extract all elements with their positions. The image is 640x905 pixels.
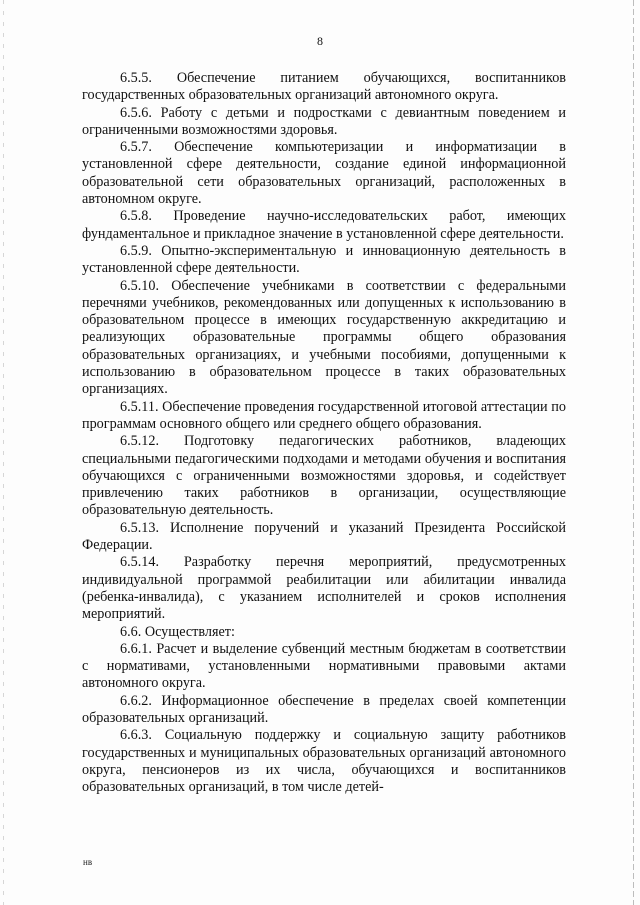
- page-number: 8: [317, 34, 323, 48]
- paragraph-6-5-6: 6.5.6. Работу с детьми и подростками с девиантным поведением и ограниченными возможностями здоровья.: [82, 104, 566, 138]
- paragraph-6-5-12: 6.5.12. Подготовку педагогических работников, владеющих специальными педагогическими подходами и методами обучения и воспитания обучающихся с ограниченными возможностями здоровья, и содействует привлечению таких работников в организации, осуществляющие образовательную деятельность.: [82, 433, 566, 519]
- paragraph-6-5-14: 6.5.14. Разработку перечня мероприятий, предусмотренных индивидуальной программой реабилитации или абилитации инвалида (ребенка-инвалида), с указанием исполнителей и сроков исполнения мероприятий.: [82, 554, 566, 623]
- paragraph-6-5-7: 6.5.7. Обеспечение компьютеризации и информатизации в установленной сфере деятельности, создание единой информационной образовательной сети образовательных организаций, расположенных в автономном округе.: [82, 139, 566, 208]
- paragraph-6-5-9: 6.5.9. Опытно-экспериментальную и инновационную деятельность в установленной сфере деятельности.: [82, 242, 566, 277]
- paragraph-6-5-13: 6.5.13. Исполнение поручений и указаний Президента Российской Федерации.: [82, 519, 566, 554]
- paragraph-6-6-3: 6.6.3. Социальную поддержку и социальную защиту работников государственных и муниципальных образовательных организаций автономного округа, пенсионеров из их числа, обучающихся и воспитанников образовательных организаций, в том числе детей-: [82, 727, 566, 796]
- paragraph-6-5-11: 6.5.11. Обеспечение проведения государственной итоговой аттестации по программам основного общего или среднего общего образования.: [82, 398, 566, 432]
- scan-edge-right: [633, 0, 634, 905]
- paragraph-6-5-10: 6.5.10. Обеспечение учебниками в соответствии с федеральными перечнями учебников, рекомендованных или допущенных к использованию в образовательном процессе в имеющих государственную аккредитацию и реализующих образовательные программы общего образования образовательных организациях, и учебными пособиями, допущенными к использованию в образовательном процессе в таких образовательных организациях.: [82, 277, 566, 398]
- paragraph-6-6: 6.6. Осуществляет:: [120, 623, 235, 640]
- paragraph-6-6-1: 6.6.1. Расчет и выделение субвенций местным бюджетам в соответствии с нормативами, установленными нормативными правовыми актами автономного округа.: [82, 640, 566, 692]
- scan-edge-left: [3, 0, 4, 905]
- paragraph-6-5-5: 6.5.5. Обеспечение питанием обучающихся, воспитанников государственных образовательных организаций автономного округа.: [82, 70, 566, 104]
- paragraph-6-5-8: 6.5.8. Проведение научно-исследовательских работ, имеющих фундаментальное и прикладное значение в установленной сфере деятельности.: [82, 208, 566, 242]
- document-body: [82, 70, 566, 796]
- footer-mark: нв: [83, 857, 93, 867]
- paragraph-6-6-2: 6.6.2. Информационное обеспечение в пределах своей компетенции образовательных организаций.: [82, 692, 566, 726]
